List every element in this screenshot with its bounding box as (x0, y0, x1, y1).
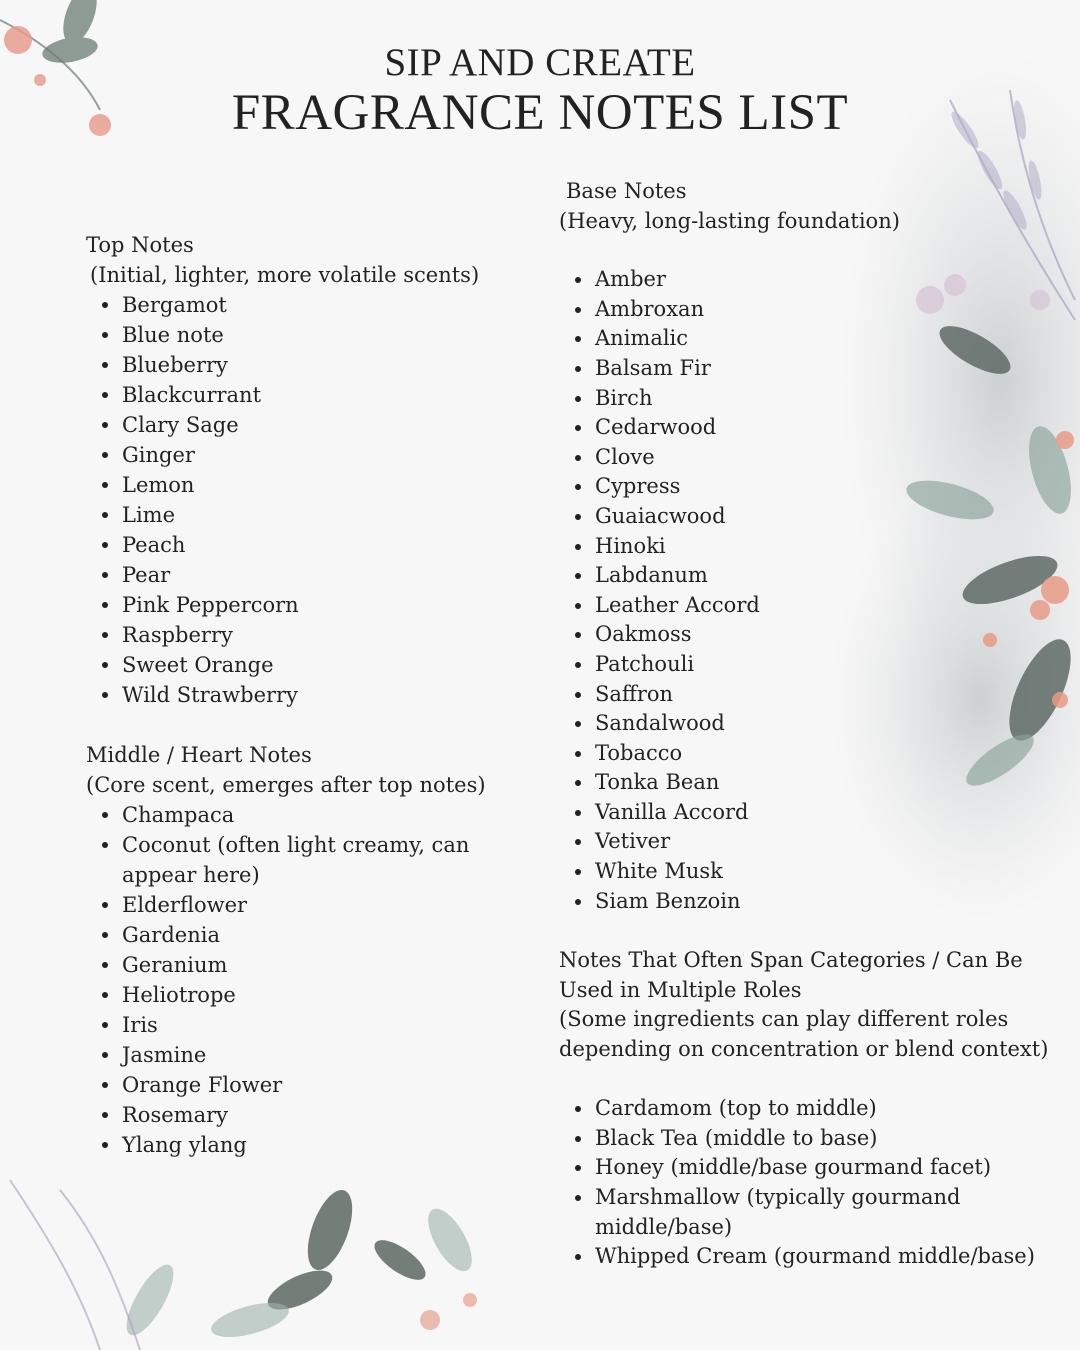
list-item: Sweet Orange (86, 650, 516, 680)
list-item: Siam Benzoin (559, 887, 1039, 917)
list-item: Hinoki (559, 532, 1039, 562)
list-item: Tonka Bean (559, 768, 1039, 798)
list-item: Geranium (86, 950, 516, 980)
list-item: Marshmallow (typically gourmand middle/base) (559, 1183, 1059, 1242)
list-item: Vetiver (559, 827, 1039, 857)
list-item: Elderflower (86, 890, 516, 920)
list-item: Ambroxan (559, 295, 1039, 325)
list-item: Gardenia (86, 920, 516, 950)
middle-notes-list (86, 800, 516, 1160)
list-item: Lemon (86, 470, 516, 500)
list-item: Champaca (86, 800, 516, 830)
list-item: Lime (86, 500, 516, 530)
middle-notes-section (86, 740, 516, 1160)
page-title: FRAGRANCE NOTES LIST (231, 85, 849, 141)
top-notes-section (86, 230, 516, 710)
list-item: Balsam Fir (559, 354, 1039, 384)
list-item: Rosemary (86, 1100, 516, 1130)
list-item: White Musk (559, 857, 1039, 887)
list-item: Coconut (often light creamy, can appear here) (86, 830, 516, 890)
list-item: Peach (86, 530, 516, 560)
list-item: Blue note (86, 320, 516, 350)
list-item: Clary Sage (86, 410, 516, 440)
list-item: Honey (middle/base gourmand facet) (559, 1153, 1059, 1183)
list-item: Whipped Cream (gourmand middle/base) (559, 1242, 1059, 1272)
section-heading: Top Notes (86, 233, 194, 257)
list-item: Heliotrope (86, 980, 516, 1010)
span-notes-list (559, 1094, 1059, 1272)
list-item: Pear (86, 560, 516, 590)
list-item: Tobacco (559, 739, 1039, 769)
list-item: Pink Peppercorn (86, 590, 516, 620)
list-item: Leather Accord (559, 591, 1039, 621)
list-item: Patchouli (559, 650, 1039, 680)
list-item: Cedarwood (559, 413, 1039, 443)
list-item: Wild Strawberry (86, 680, 516, 710)
list-item: Clove (559, 443, 1039, 473)
section-subheading: (Heavy, long-lasting foundation) (559, 208, 900, 233)
list-item: Raspberry (86, 620, 516, 650)
section-heading: Middle / Heart Notes (86, 743, 312, 767)
list-item: Blackcurrant (86, 380, 516, 410)
list-item: Labdanum (559, 561, 1039, 591)
section-heading: Notes That Often Span Categories / Can Be Used in Multiple Roles (559, 948, 1023, 1002)
list-item: Bergamot (86, 290, 516, 320)
list-item: Blueberry (86, 350, 516, 380)
section-subheading: (Some ingredients can play different roles depending on concentration or blend context) (559, 1007, 1049, 1062)
base-notes-list (559, 265, 1039, 916)
span-notes-section (559, 946, 1059, 1272)
list-item: Jasmine (86, 1040, 516, 1070)
list-item: Black Tea (middle to base) (559, 1124, 1059, 1154)
list-item: Ylang ylang (86, 1130, 516, 1160)
title-line1: SIP AND CREATE (384, 41, 696, 84)
list-item: Oakmoss (559, 620, 1039, 650)
list-item: Guaiacwood (559, 502, 1039, 532)
top-notes-list (86, 290, 516, 710)
section-subheading: (Core scent, emerges after top notes) (86, 773, 486, 797)
list-item: Cypress (559, 472, 1039, 502)
list-item: Iris (86, 1010, 516, 1040)
section-subheading: (Initial, lighter, more volatile scents) (90, 263, 480, 287)
list-item: Orange Flower (86, 1070, 516, 1100)
list-item: Ginger (86, 440, 516, 470)
base-notes-section (559, 177, 1039, 916)
list-item: Vanilla Accord (559, 798, 1039, 828)
list-item: Saffron (559, 680, 1039, 710)
list-item: Animalic (559, 324, 1039, 354)
section-heading: Base Notes (566, 179, 687, 203)
list-item: Birch (559, 384, 1039, 414)
list-item: Sandalwood (559, 709, 1039, 739)
list-item: Amber (559, 265, 1039, 295)
list-item: Cardamom (top to middle) (559, 1094, 1059, 1124)
